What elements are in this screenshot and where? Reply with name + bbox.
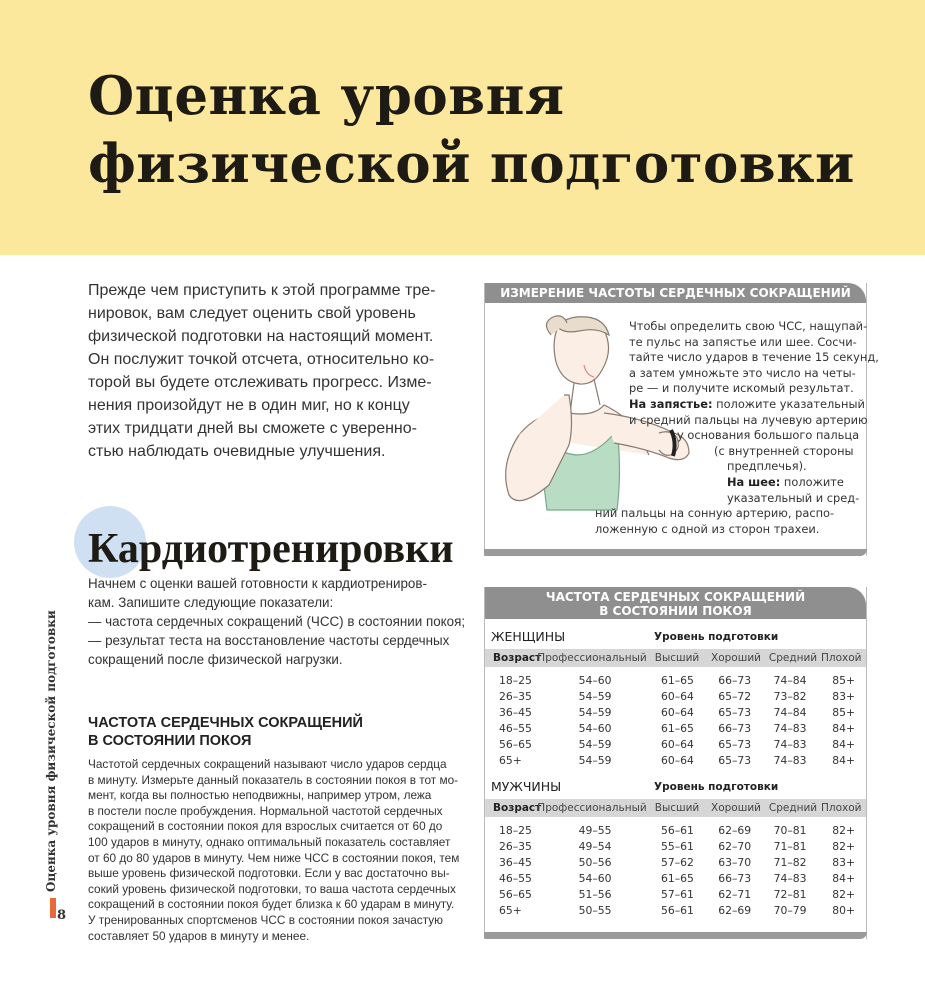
table-cell: 66–73	[718, 722, 752, 735]
table-cell: 54–59	[578, 706, 612, 719]
page-number: 8	[57, 908, 67, 923]
column-header: Хороший	[711, 652, 761, 664]
table-cell: 60–64	[661, 738, 694, 751]
table-cell: 74–83	[773, 738, 807, 751]
level-label: Уровень подготовки	[654, 781, 779, 793]
table-title	[485, 587, 866, 619]
table-cell: 54–59	[578, 754, 612, 767]
hr-measurement-box	[484, 283, 879, 556]
table-row	[491, 823, 861, 839]
table-cell: 54–59	[578, 690, 612, 703]
hr-instructions	[595, 319, 879, 537]
text-line: от 60 до 80 ударов в минуту. Чем ниже ЧСС в состоянии покоя, тем	[88, 850, 460, 865]
title-line: физической подготовки	[88, 133, 855, 195]
table-cell: 46–55	[499, 872, 532, 885]
table-cell: 62–69	[718, 824, 752, 837]
table-cell: 60–64	[661, 690, 694, 703]
text-line: стью наблюдать очевидные улучшения.	[88, 443, 386, 460]
text-line: Он послужит точкой отсчета, относительно ко-	[88, 351, 435, 368]
table-cell: 56–61	[661, 824, 694, 837]
table-row	[491, 871, 861, 887]
table-row	[491, 753, 861, 769]
text-line: сокращений после физической нагрузки.	[88, 652, 343, 667]
text-line: сокращений в состоянии покоя для взрослых считается от 60 до	[88, 819, 443, 834]
table-cell: 84+	[832, 754, 856, 767]
table-row	[491, 903, 861, 919]
table-cell: 57–62	[661, 856, 694, 869]
text-line: нировок, вам следует оценить свой уровень	[88, 305, 416, 322]
table-cell: 74–84	[773, 674, 807, 687]
accent-marker	[50, 898, 56, 918]
table-row	[491, 855, 861, 871]
table-cell: 56–65	[499, 738, 532, 751]
table-cell: 83+	[832, 856, 856, 869]
running-section-label: Оценка уровня физической подготовки	[44, 610, 58, 892]
table-cell: 56–61	[661, 904, 694, 917]
table-cell: 65+	[499, 754, 522, 767]
text-line: Частотой сердечных сокращений называют число ударов сердца	[88, 757, 447, 771]
table-cell: 55–61	[661, 840, 694, 853]
table-cell: 54–60	[578, 872, 612, 885]
table-cell: 50–55	[578, 904, 612, 917]
table-cell: 61–65	[661, 872, 694, 885]
text-line: 100 ударов в минуту, однако оптимальный показатель составляет	[88, 834, 451, 849]
table-cell: 74–83	[773, 754, 807, 767]
text-line: мент, когда вы полностью неподвижны, например утром, лежа	[88, 788, 432, 803]
text-line: — частота сердечных сокращений (ЧСС) в состоянии покоя;	[88, 614, 466, 629]
table-cell: 46–55	[499, 722, 532, 735]
sex-label: ЖЕНЩИНЫ	[491, 629, 566, 644]
column-header: Средний	[768, 652, 818, 664]
table-cell: 54–59	[578, 738, 612, 751]
table-cell: 60–64	[661, 706, 694, 719]
table-cell: 61–65	[661, 674, 694, 687]
cardio-intro	[88, 574, 465, 669]
table-cell: 49–55	[578, 824, 612, 837]
text-line: в постели после пробуждения. Нормальной частотой сердечных	[88, 803, 443, 818]
title-line: В СОСТОЯНИИ ПОКОЯ	[599, 604, 752, 618]
text-line: нения произойдут не в один миг, но к концу	[88, 397, 410, 414]
intro-paragraph	[88, 279, 435, 463]
text-line: Чтобы определить свою ЧСС, нащупай-	[629, 319, 868, 333]
table-header-row	[485, 649, 866, 667]
table-row	[491, 721, 861, 737]
table-cell: 82+	[832, 824, 856, 837]
text-line: те пульс на запястье или шее. Сосчи-	[629, 334, 857, 349]
column-header: Профессиональный	[537, 652, 647, 664]
table-cell: 65+	[499, 904, 522, 917]
resting-hr-table-box	[484, 587, 867, 939]
table-cell: 82+	[832, 840, 856, 853]
column-header: Плохой	[821, 802, 862, 814]
table-cell: 66–73	[718, 674, 752, 687]
column-header: Возраст	[493, 652, 542, 664]
text-line: и средний пальцы на лучевую артерию	[629, 412, 868, 427]
text-line: ре — и получите искомый результат.	[629, 381, 854, 396]
column-header: Хороший	[711, 802, 761, 814]
table-cell: 26–35	[499, 840, 532, 853]
box-footer-bar	[484, 549, 867, 556]
title-line: ЧАСТОТА СЕРДЕЧНЫХ СОКРАЩЕНИЙ	[545, 590, 806, 604]
table-cell: 73–82	[773, 690, 807, 703]
text-line: — результат теста на восстановление частоты сердечных	[88, 633, 450, 648]
table-cell: 71–81	[773, 840, 807, 853]
table-cell: 60–64	[661, 754, 694, 767]
table-cell: 50–56	[578, 856, 612, 869]
table-cell: 66–73	[718, 872, 752, 885]
table-cell: 71–82	[773, 856, 807, 869]
table-cell: 65–73	[718, 754, 752, 767]
text-line: У тренированных спортсменов ЧСС в состоянии покоя зачастую	[88, 912, 443, 927]
column-header: Плохой	[821, 652, 862, 664]
table-cell: 26–35	[499, 690, 532, 703]
table-cell: 84+	[832, 738, 856, 751]
table-cell: 72–81	[773, 888, 807, 901]
table-cell: 80+	[832, 904, 856, 917]
table-cell: 62–70	[718, 840, 752, 853]
table-row	[491, 887, 861, 903]
page-title	[88, 62, 855, 198]
resting-hr-heading	[88, 714, 363, 750]
section-title-cardio: Кардиотренировки	[88, 526, 454, 572]
table-cell: 62–71	[718, 888, 752, 901]
column-header: Возраст	[493, 802, 542, 814]
text-line: этих тридцати дней вы сможете с уверенно-	[88, 420, 417, 437]
table-cell: 18–25	[499, 824, 532, 837]
table-row	[491, 737, 861, 753]
table-cell: 74–84	[773, 706, 807, 719]
table-cell: 65–72	[718, 690, 752, 703]
column-header: Средний	[768, 802, 818, 814]
text-line: в минуту. Измерьте данный показатель в состоянии покоя в тот мо-	[88, 772, 459, 787]
table-cell: 84+	[832, 872, 856, 885]
table-cell: 65–73	[718, 706, 752, 719]
title-line: Оценка уровня	[88, 65, 565, 127]
resting-hr-text	[88, 757, 459, 944]
column-header: Высший	[654, 652, 700, 664]
box-footer-bar	[484, 932, 867, 939]
text-line: физической подготовки на настоящий момент.	[88, 328, 434, 345]
text-line: указательный и сред-	[727, 490, 860, 505]
text-line: сокий уровень физической подготовки, то ваша частота сердечных	[88, 881, 456, 896]
text-line: а затем умножьте это число на четы-	[629, 365, 856, 380]
text-line: выше уровень физической подготовки. Если у вас достаточно вы-	[88, 866, 450, 881]
heading-line: В СОСТОЯНИИ ПОКОЯ	[88, 733, 252, 749]
column-header: Высший	[654, 802, 700, 814]
table-row	[491, 839, 861, 855]
table-cell: 74–83	[773, 722, 807, 735]
text-line: положите указательный	[712, 396, 865, 411]
table-row	[491, 689, 861, 705]
wrist-label: На запястье:	[629, 396, 713, 411]
table-cell: 49–54	[578, 840, 612, 853]
text-line: положите	[780, 474, 844, 489]
table-cell: 63–70	[718, 856, 752, 869]
table-cell: 36–45	[499, 706, 532, 719]
level-label: Уровень подготовки	[654, 631, 779, 643]
table-cell: 74–83	[773, 872, 807, 885]
table-cell: 65–73	[718, 738, 752, 751]
table-row	[491, 705, 861, 721]
text-line: сокращений в состоянии покоя будет близка к 60 ударам в минуту.	[88, 897, 455, 912]
text-line: кам. Запишите следующие показатели:	[88, 595, 334, 610]
table-cell: 82+	[832, 888, 856, 901]
table-cell: 18–25	[499, 674, 532, 687]
box-title: ИЗМЕРЕНИЕ ЧАСТОТЫ СЕРДЕЧНЫХ СОКРАЩЕНИЙ	[485, 283, 866, 303]
text-line: Начнем с оценки вашей готовности к кардиотрениров-	[88, 576, 427, 591]
text-line: предплечья).	[727, 459, 807, 474]
table-cell: 57–61	[661, 888, 694, 901]
table-cell: 84+	[832, 722, 856, 735]
table-cell: 83+	[832, 690, 856, 703]
table-row	[491, 673, 861, 689]
neck-label: На шее:	[727, 474, 781, 489]
column-header: Профессиональный	[537, 802, 647, 814]
table-cell: 54–60	[578, 722, 612, 735]
text-line: (с внутренней стороны	[714, 443, 854, 458]
table-cell: 36–45	[499, 856, 532, 869]
table-cell: 56–65	[499, 888, 532, 901]
heading-line: ЧАСТОТА СЕРДЕЧНЫХ СОКРАЩЕНИЙ	[88, 715, 363, 731]
table-cell: 61–65	[661, 722, 694, 735]
text-line: Прежде чем приступить к этой программе тре-	[88, 282, 436, 299]
table-cell: 54–60	[578, 674, 612, 687]
table-cell: 51–56	[578, 888, 612, 901]
text-line: ложенную с одной из сторон трахеи.	[595, 521, 820, 536]
text-line: ний пальцы на сонную артерию, распо-	[595, 506, 835, 521]
table-section-men	[491, 777, 861, 919]
table-header-row	[485, 799, 866, 817]
text-line: составляет 50 ударов в минуту и менее.	[88, 928, 310, 943]
table-section-women	[491, 627, 861, 769]
table-cell: 62–69	[718, 904, 752, 917]
title-banner	[0, 0, 925, 255]
table-cell: 70–81	[773, 824, 807, 837]
sex-label: МУЖЧИНЫ	[491, 779, 562, 794]
text-line: торой вы будете отслеживать прогресс. Изме-	[88, 374, 432, 391]
text-line: у основания большого пальца	[677, 428, 860, 443]
table-cell: 85+	[832, 706, 856, 719]
text-line: тайте число ударов в течение 15 секунд,	[629, 350, 879, 365]
table-cell: 70–79	[773, 904, 807, 917]
table-cell: 85+	[832, 674, 856, 687]
